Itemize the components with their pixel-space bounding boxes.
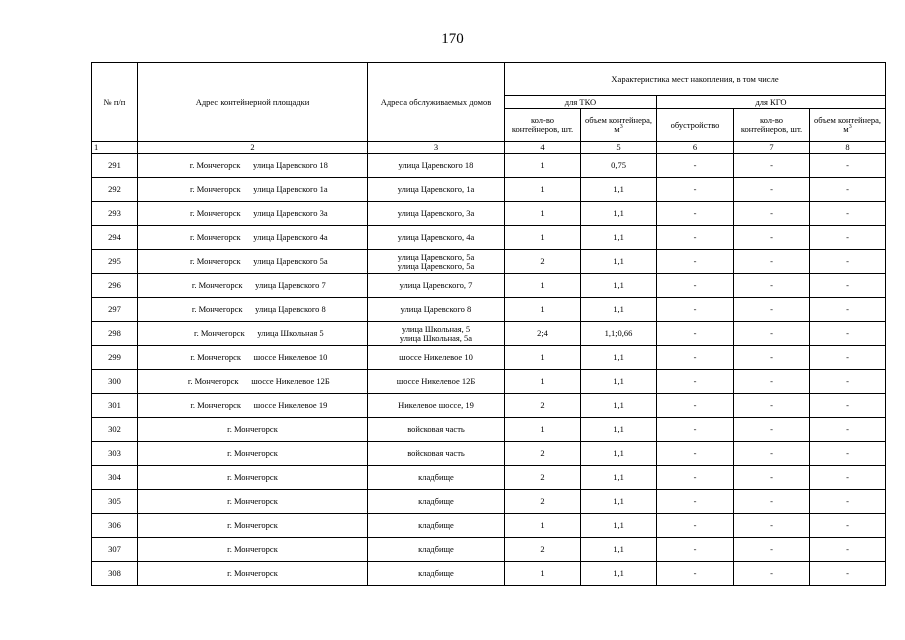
registry-table [91, 62, 886, 586]
kgo-facility: - [657, 442, 734, 466]
kgo-volume: - [810, 250, 886, 274]
container-address [138, 322, 368, 346]
table-row [92, 442, 886, 466]
kgo-volume: - [810, 490, 886, 514]
table-row [92, 154, 886, 178]
city: г. Мончегорск [227, 568, 278, 578]
kgo-count: - [734, 442, 810, 466]
container-address [138, 466, 368, 490]
served-addresses [368, 250, 505, 274]
kgo-volume: - [810, 298, 886, 322]
table-row [92, 538, 886, 562]
tko-count: 1 [505, 202, 581, 226]
container-address [138, 154, 368, 178]
container-address [138, 394, 368, 418]
row-number: 303 [92, 442, 138, 466]
tko-count: 2;4 [505, 322, 581, 346]
kgo-count: - [734, 202, 810, 226]
city: г. Мончегорск [227, 496, 278, 506]
tko-count: 2 [505, 490, 581, 514]
kgo-volume: - [810, 514, 886, 538]
tko-count: 2 [505, 394, 581, 418]
row-number: 304 [92, 466, 138, 490]
tko-volume: 0,75 [581, 154, 657, 178]
table-row [92, 466, 886, 490]
tko-count: 1 [505, 562, 581, 586]
header-characteristics: Характеристика мест накопления, в том числе [505, 63, 886, 96]
kgo-volume: - [810, 562, 886, 586]
city: г. Мончегорск [187, 376, 239, 386]
kgo-count: - [734, 370, 810, 394]
street: улица Царевского 5а [253, 256, 328, 266]
row-number: 306 [92, 514, 138, 538]
city: г. Мончегорск [189, 208, 241, 218]
tko-count: 2 [505, 466, 581, 490]
tko-count: 1 [505, 298, 581, 322]
row-number: 292 [92, 178, 138, 202]
col-number-3: 3 [368, 142, 505, 154]
city: г. Мончегорск [191, 304, 243, 314]
table-row [92, 490, 886, 514]
kgo-volume: - [810, 538, 886, 562]
kgo-count: - [734, 514, 810, 538]
kgo-facility: - [657, 346, 734, 370]
kgo-count: - [734, 322, 810, 346]
tko-count: 1 [505, 514, 581, 538]
tko-volume: 1,1 [581, 298, 657, 322]
city: г. Мончегорск [194, 328, 245, 338]
row-number: 299 [92, 346, 138, 370]
container-address [138, 370, 368, 394]
header-kgo: для КГО [657, 96, 886, 109]
col-number-2: 2 [138, 142, 368, 154]
served-addresses: кладбище [368, 514, 505, 538]
header-kgo-count: кол-во контейнеров, шт. [734, 109, 810, 142]
column-numbers-row [92, 142, 886, 154]
kgo-facility: - [657, 466, 734, 490]
kgo-count: - [734, 274, 810, 298]
served-addresses: улица Царевского 18 [368, 154, 505, 178]
kgo-facility: - [657, 394, 734, 418]
city: г. Мончегорск [227, 448, 278, 458]
container-address [138, 298, 368, 322]
tko-count: 1 [505, 418, 581, 442]
tko-count: 1 [505, 346, 581, 370]
kgo-volume: - [810, 346, 886, 370]
kgo-facility: - [657, 322, 734, 346]
street: шоссе Никелевое 10 [253, 352, 328, 362]
page-number: 170 [441, 31, 464, 47]
container-address [138, 418, 368, 442]
served-addresses: улица Царевского, 1а [368, 178, 505, 202]
container-address [138, 274, 368, 298]
table-body [92, 154, 886, 586]
row-number: 297 [92, 298, 138, 322]
table-row [92, 370, 886, 394]
street: улица Царевского 7 [255, 280, 326, 290]
street: улица Школьная 5 [257, 328, 324, 338]
kgo-volume: - [810, 226, 886, 250]
tko-count: 1 [505, 154, 581, 178]
table-row [92, 514, 886, 538]
kgo-volume: - [810, 322, 886, 346]
street: шоссе Никелевое 19 [253, 400, 328, 410]
served-address-line: улица Царевского, 5а [397, 251, 475, 262]
city: г. Мончегорск [189, 256, 241, 266]
tko-count: 1 [505, 178, 581, 202]
street: улица Царевского 8 [255, 304, 326, 314]
kgo-count: - [734, 490, 810, 514]
row-number: 298 [92, 322, 138, 346]
served-addresses: улица Царевского, 4а [368, 226, 505, 250]
container-address [138, 490, 368, 514]
kgo-facility: - [657, 178, 734, 202]
kgo-facility: - [657, 226, 734, 250]
header-tko: для ТКО [505, 96, 657, 109]
row-number: 301 [92, 394, 138, 418]
tko-volume: 1,1 [581, 490, 657, 514]
container-address [138, 442, 368, 466]
kgo-volume: - [810, 394, 886, 418]
kgo-volume: - [810, 442, 886, 466]
served-addresses [368, 322, 505, 346]
row-number: 305 [92, 490, 138, 514]
served-addresses: кладбище [368, 490, 505, 514]
header-tko-volume-sup: 3 [619, 124, 623, 131]
tko-volume: 1,1 [581, 466, 657, 490]
served-address-line: улица Школьная, 5а [399, 332, 473, 343]
col-number-8: 8 [810, 142, 886, 154]
served-address-line: улица Царевского, 5а [397, 260, 475, 271]
served-addresses: кладбище [368, 538, 505, 562]
kgo-facility: - [657, 298, 734, 322]
container-address [138, 346, 368, 370]
tko-count: 2 [505, 442, 581, 466]
tko-volume: 1,1 [581, 178, 657, 202]
tko-volume: 1,1 [581, 538, 657, 562]
kgo-count: - [734, 178, 810, 202]
kgo-count: - [734, 226, 810, 250]
table-row [92, 322, 886, 346]
street: улица Царевского 4а [253, 232, 328, 242]
table-row [92, 418, 886, 442]
tko-volume: 1,1 [581, 274, 657, 298]
street: улица Царевского 18 [253, 160, 328, 170]
kgo-facility: - [657, 250, 734, 274]
header-kgo-facility: обустройство [657, 109, 734, 142]
header-kgo-volume [810, 109, 886, 142]
tko-volume: 1,1 [581, 202, 657, 226]
served-addresses: Никелевое шоссе, 19 [368, 394, 505, 418]
row-number: 307 [92, 538, 138, 562]
container-address [138, 538, 368, 562]
kgo-volume: - [810, 178, 886, 202]
kgo-facility: - [657, 202, 734, 226]
kgo-facility: - [657, 154, 734, 178]
kgo-facility: - [657, 538, 734, 562]
kgo-count: - [734, 466, 810, 490]
served-addresses: улица Царевского, 7 [368, 274, 505, 298]
kgo-facility: - [657, 490, 734, 514]
row-number: 302 [92, 418, 138, 442]
row-number: 294 [92, 226, 138, 250]
row-number: 308 [92, 562, 138, 586]
col-number-1: 1 [92, 142, 138, 154]
tko-volume: 1,1 [581, 514, 657, 538]
table-row [92, 226, 886, 250]
row-number: 295 [92, 250, 138, 274]
col-number-5: 5 [581, 142, 657, 154]
kgo-volume: - [810, 466, 886, 490]
container-address [138, 250, 368, 274]
table-row [92, 394, 886, 418]
served-addresses: шоссе Никелевое 12Б [368, 370, 505, 394]
served-addresses: шоссе Никелевое 10 [368, 346, 505, 370]
table-row [92, 250, 886, 274]
kgo-volume: - [810, 274, 886, 298]
kgo-volume: - [810, 370, 886, 394]
kgo-volume: - [810, 418, 886, 442]
served-addresses: улица Царевского 8 [368, 298, 505, 322]
tko-volume: 1,1 [581, 250, 657, 274]
street: улица Царевского 3а [253, 208, 328, 218]
kgo-facility: - [657, 514, 734, 538]
city: г. Мончегорск [189, 160, 241, 170]
kgo-count: - [734, 298, 810, 322]
tko-volume: 1,1 [581, 562, 657, 586]
row-number: 300 [92, 370, 138, 394]
city: г. Мончегорск [190, 352, 241, 362]
tko-count: 2 [505, 250, 581, 274]
header-served-addresses: Адреса обслуживаемых домов [368, 63, 505, 142]
container-address [138, 226, 368, 250]
city: г. Мончегорск [227, 544, 278, 554]
header-tko-volume-label: объем контейнера, м [584, 115, 653, 134]
served-address-line: улица Школьная, 5 [401, 323, 471, 334]
container-address [138, 202, 368, 226]
kgo-count: - [734, 154, 810, 178]
row-number: 291 [92, 154, 138, 178]
kgo-count: - [734, 538, 810, 562]
street: шоссе Никелевое 12Б [251, 376, 330, 386]
container-address [138, 562, 368, 586]
col-number-7: 7 [734, 142, 810, 154]
kgo-count: - [734, 394, 810, 418]
served-addresses: кладбище [368, 562, 505, 586]
kgo-volume: - [810, 202, 886, 226]
col-number-4: 4 [505, 142, 581, 154]
tko-volume: 1,1 [581, 346, 657, 370]
city: г. Мончегорск [227, 520, 278, 530]
header-container-address: Адрес контейнерной площадки [138, 63, 368, 142]
table-row [92, 298, 886, 322]
city: г. Мончегорск [189, 232, 241, 242]
table-row [92, 346, 886, 370]
kgo-volume: - [810, 154, 886, 178]
container-address [138, 514, 368, 538]
served-addresses: кладбище [368, 466, 505, 490]
row-number: 293 [92, 202, 138, 226]
city: г. Мончегорск [191, 280, 243, 290]
table-row [92, 274, 886, 298]
container-address [138, 178, 368, 202]
kgo-facility: - [657, 274, 734, 298]
tko-volume: 1,1 [581, 370, 657, 394]
header-kgo-volume-label: объем контейнера, м [813, 115, 882, 134]
served-addresses: войсковая часть [368, 418, 505, 442]
served-addresses: улица Царевского, 3а [368, 202, 505, 226]
tko-volume: 1,1 [581, 394, 657, 418]
tko-count: 1 [505, 274, 581, 298]
tko-volume: 1,1 [581, 226, 657, 250]
kgo-facility: - [657, 418, 734, 442]
kgo-count: - [734, 562, 810, 586]
kgo-count: - [734, 418, 810, 442]
table-row [92, 178, 886, 202]
header-tko-count: кол-во контейнеров, шт. [505, 109, 581, 142]
city: г. Мончегорск [190, 400, 241, 410]
row-number: 296 [92, 274, 138, 298]
header-no: № п/п [92, 63, 138, 142]
city: г. Мончегорск [189, 184, 241, 194]
kgo-count: - [734, 250, 810, 274]
tko-volume: 1,1 [581, 442, 657, 466]
tko-count: 1 [505, 226, 581, 250]
city: г. Мончегорск [227, 472, 278, 482]
table-row [92, 562, 886, 586]
tko-volume: 1,1;0,66 [581, 322, 657, 346]
tko-count: 2 [505, 538, 581, 562]
kgo-count: - [734, 346, 810, 370]
kgo-facility: - [657, 562, 734, 586]
tko-volume: 1,1 [581, 418, 657, 442]
kgo-facility: - [657, 370, 734, 394]
city: г. Мончегорск [227, 424, 278, 434]
tko-count: 1 [505, 370, 581, 394]
served-addresses: войсковая часть [368, 442, 505, 466]
header-kgo-volume-sup: 3 [848, 124, 852, 131]
header-tko-volume [581, 109, 657, 142]
table-row [92, 202, 886, 226]
street: улица Царевского 1а [253, 184, 328, 194]
col-number-6: 6 [657, 142, 734, 154]
